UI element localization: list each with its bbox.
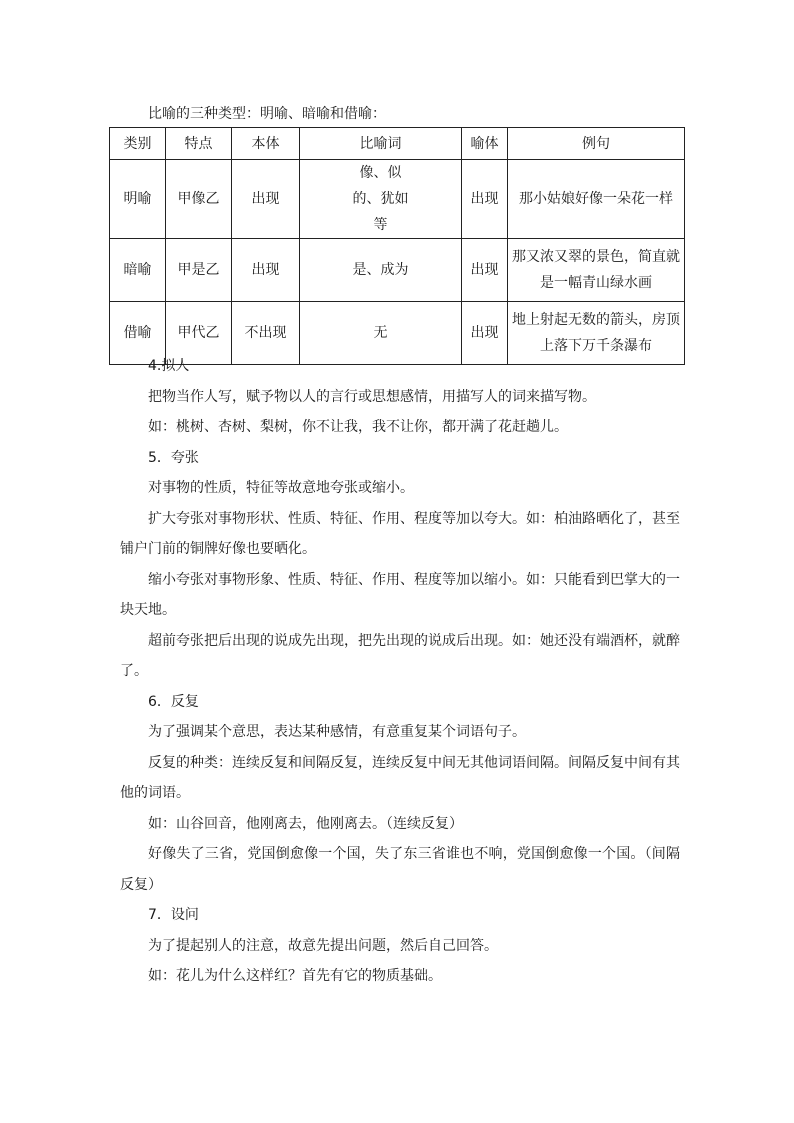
cell-example: 那小姑娘好像一朵花一样 [508,160,685,239]
table-intro: 比喻的三种类型：明喻、暗喻和借喻： [148,106,386,122]
header-comparator: 比喻词 [300,128,462,160]
paragraph: 为了提起别人的注意，故意先提出问题，然后自己回答。 [148,937,498,954]
table-row [110,239,685,302]
cell-comparator: 无 [300,302,462,365]
header-feature: 特点 [166,128,232,160]
cell-feature: 甲代乙 [166,302,232,365]
cell-vehicle: 出现 [462,239,508,302]
paragraph: 扩大夸张对事物形状、性质、特征、作用、程度等加以夸大。如：柏油路晒化了，甚至铺户门前的铜牌好像也要晒化。 [120,510,680,557]
header-tenor: 本体 [232,128,300,160]
cell-example: 那又浓又翠的景色，简直就是一幅青山绿水画 [508,239,685,302]
metaphor-types-table [109,127,685,365]
cell-tenor: 不出现 [232,302,300,365]
cell-comparator: 是、成为 [300,239,462,302]
cell-category: 暗喻 [110,239,166,302]
cell-feature: 甲是乙 [166,239,232,302]
section-heading-hyperbole: 5．夸张 [148,449,199,466]
paragraph: 好像失了三省，党国倒愈像一个国，失了东三省谁也不响，党国倒愈像一个国。（间隔反复） [120,846,680,893]
cell-feature: 甲像乙 [166,160,232,239]
paragraph: 为了强调某个意思，表达某种感情，有意重复某个词语句子。 [148,724,526,740]
header-category: 类别 [110,128,166,160]
cell-category: 明喻 [110,160,166,239]
cell-category: 借喻 [110,302,166,365]
cell-tenor: 出现 [232,239,300,302]
paragraph: 把物当作人写，赋予物以人的言行或思想感情，用描写人的词来描写物。 [148,388,596,405]
cell-vehicle: 出现 [462,160,508,239]
cell-example: 地上射起无数的箭头，房顶上落下万千条瀑布 [508,302,685,365]
cell-vehicle: 出现 [462,302,508,365]
header-example: 例句 [508,128,685,160]
paragraph: 如：花儿为什么这样红？首先有它的物质基础。 [148,968,442,984]
paragraph: 如：桃树、杏树、梨树，你不让我，我不让你，都开满了花赶趟儿。 [148,419,568,435]
table-row [110,160,685,239]
paragraph: 缩小夸张对事物形象、性质、特征、作用、程度等加以缩小。如：只能看到巴掌大的一块天地。 [120,571,680,618]
paragraph: 超前夸张把后出现的说成先出现，把先出现的说成后出现。如：她还没有端酒杯，就醉了。 [120,632,680,679]
table-header-row [110,128,685,160]
paragraph: 反复的种类：连续反复和间隔反复，连续反复中间无其他词语间隔。间隔反复中间有其他的词语。 [120,754,680,801]
section-heading-rhetorical-question: 7．设问 [148,907,199,923]
section-heading-personification: 4.拟人 [148,358,190,374]
cell-tenor: 出现 [232,160,300,239]
paragraph: 如：山谷回音，他刚离去，他刚离去。（连续反复） [148,815,463,832]
header-vehicle: 喻体 [462,128,508,160]
paragraph: 对事物的性质，特征等故意地夸张或缩小。 [148,480,414,496]
cell-comparator: 像、似的、犹如等 [300,160,462,239]
document-body [120,351,680,992]
section-heading-repetition: 6．反复 [148,693,199,710]
